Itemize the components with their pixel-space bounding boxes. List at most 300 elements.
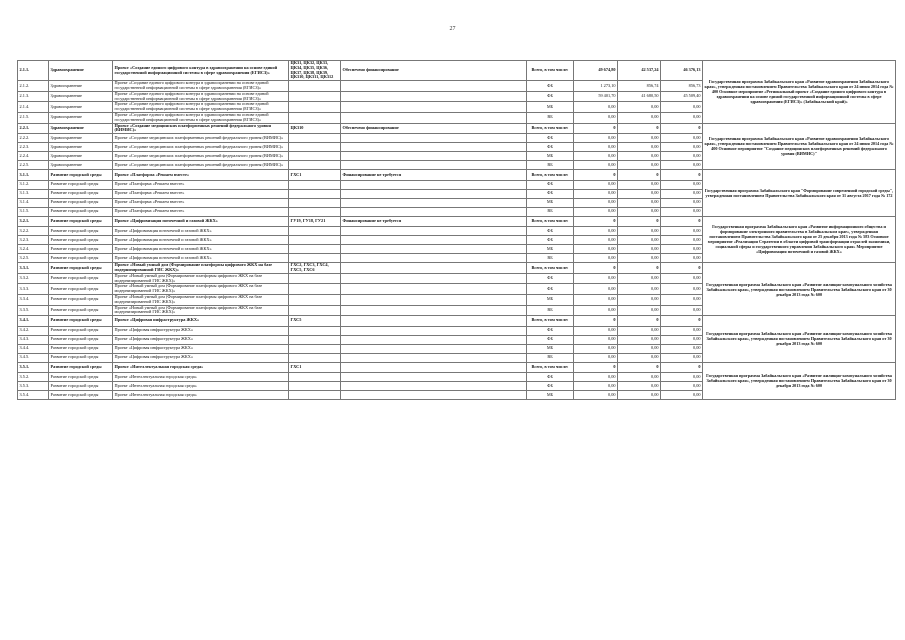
row-indicators-cell: ЦК31, ЦК32, ЦК33, ЦК34, ЦК35, ЦК36, ЦК37, ЦК38, ЦК39, ЦК310, ЦК311, ЦК312 — [289, 61, 341, 81]
row-direction-cell: Здравоохранение — [49, 102, 113, 113]
row-value-2-cell: 0 — [618, 263, 661, 274]
row-value-3-cell: 0,00 — [661, 326, 703, 335]
row-project-cell: Проект «Цифровизация поточечной и газовой ЖКХ» — [113, 216, 289, 227]
row-code-cell: 2.1.1. — [18, 61, 49, 81]
row-project-cell: Проект «Платформа «Решаем вместе» — [113, 180, 289, 189]
row-direction-cell: Развитие городской среды — [49, 273, 113, 284]
row-value-3-cell: 46 376,13 — [661, 61, 703, 81]
row-source-cell: Всего, в том числе: — [527, 216, 574, 227]
row-direction-cell: Здравоохранение — [49, 161, 113, 170]
program-reference-cell: Государственная программа Забайкальского края «Развитие здравоохранения Забайкальского края», утвержденная постановлением Правительства Забайкальского края от 24 июня 2014 года № 400 Основное мероприятие "Создание медицинских платформенных решений федерального уровня (ВИМИС)" — [703, 123, 896, 170]
row-indicators-cell: ГХС2, ГХС3, ГХС4, ГХС5, ГХС6 — [289, 263, 341, 274]
table-row — [18, 263, 896, 274]
row-indicators-cell — [289, 391, 341, 400]
row-project-cell: Проект «Цифровая инфраструктура ЖКХ» — [113, 344, 289, 353]
row-value-3-cell: 0,00 — [661, 391, 703, 400]
row-source-cell: ФБ — [527, 227, 574, 236]
row-direction-cell: Развитие городской среды — [49, 373, 113, 382]
row-value-1-cell: 0 — [574, 263, 618, 274]
row-value-1-cell: 0,00 — [574, 294, 618, 305]
row-value-1-cell: 0,00 — [574, 189, 618, 198]
row-project-cell: Проект «Создание единого цифрового контура в здравоохранении на основе единой государственной информационной системы в сфере здравоохранения (ЕГИСЗ)» — [113, 112, 289, 123]
table-row — [18, 216, 896, 227]
row-value-3-cell: 0 — [661, 316, 703, 327]
row-value-1-cell: 0,00 — [574, 353, 618, 362]
row-direction-cell: Здравоохранение — [49, 134, 113, 143]
row-value-3-cell: 0,00 — [661, 161, 703, 170]
row-source-cell: Всего, в том числе: — [527, 170, 574, 181]
row-value-2-cell: 0,00 — [618, 227, 661, 236]
row-project-cell: Проект «Платформа «Решаем вместе» — [113, 198, 289, 207]
row-indicators-cell — [289, 143, 341, 152]
row-value-1-cell: 0,00 — [574, 284, 618, 295]
row-project-cell: Проект «Цифровизация поточечной и газовой ЖКХ» — [113, 254, 289, 263]
row-value-3-cell: 0,00 — [661, 198, 703, 207]
row-value-1-cell: 0,00 — [574, 254, 618, 263]
row-financing-cell — [341, 161, 527, 170]
row-project-cell: Проект «Интеллектуальная городская среда» — [113, 373, 289, 382]
row-source-cell: ФБ — [527, 91, 574, 102]
row-code-cell: 3.2.2. — [18, 227, 49, 236]
row-financing-cell — [341, 373, 527, 382]
row-source-cell: ВБ — [527, 112, 574, 123]
row-value-3-cell: 0,00 — [661, 284, 703, 295]
row-value-2-cell: 0 — [618, 123, 661, 134]
row-value-2-cell: 0,00 — [618, 180, 661, 189]
row-value-2-cell: 0,00 — [618, 391, 661, 400]
row-value-2-cell: 0,00 — [618, 236, 661, 245]
row-direction-cell: Развитие городской среды — [49, 180, 113, 189]
row-value-2-cell: 0,00 — [618, 326, 661, 335]
row-value-1-cell: 0,00 — [574, 305, 618, 316]
row-financing-cell — [341, 353, 527, 362]
row-financing-cell — [341, 180, 527, 189]
row-source-cell: ВБ — [527, 161, 574, 170]
row-code-cell: 3.4.2. — [18, 326, 49, 335]
row-project-cell: Проект «Новый умный дом (Формирование платформы цифрового ЖКХ на базе модернизированной ГИС ЖКХ)» — [113, 284, 289, 295]
row-indicators-cell — [289, 245, 341, 254]
row-value-3-cell: 0,00 — [661, 180, 703, 189]
row-project-cell: Проект «Создание единого цифрового контура в здравоохранении на основе единой государственной информационной системы в сфере здравоохранения (ЕГИСЗ)» — [113, 81, 289, 92]
row-indicators-cell: ГХС1 — [289, 170, 341, 181]
table-row — [18, 123, 896, 134]
row-direction-cell: Развитие городской среды — [49, 294, 113, 305]
row-indicators-cell: ГУ19, ГУ18, ГУ21 — [289, 216, 341, 227]
row-code-cell: 3.1.1. — [18, 170, 49, 181]
row-code-cell: 3.2.3. — [18, 236, 49, 245]
row-direction-cell: Здравоохранение — [49, 61, 113, 81]
row-code-cell: 3.3.5. — [18, 305, 49, 316]
row-value-3-cell: 0,00 — [661, 112, 703, 123]
row-indicators-cell — [289, 112, 341, 123]
row-value-2-cell: 0,00 — [618, 189, 661, 198]
row-direction-cell: Развитие городской среды — [49, 344, 113, 353]
row-value-1-cell: 0,00 — [574, 143, 618, 152]
row-value-2-cell: 0,00 — [618, 152, 661, 161]
table-row — [18, 362, 896, 373]
row-project-cell: Проект «Цифровая инфраструктура ЖКХ» — [113, 335, 289, 344]
row-source-cell: ФБ — [527, 273, 574, 284]
row-value-2-cell: 42 537,24 — [618, 61, 661, 81]
row-financing-cell: Финансирование не требуется — [341, 170, 527, 181]
row-value-3-cell: 0,00 — [661, 344, 703, 353]
row-value-1-cell: 0,00 — [574, 391, 618, 400]
row-code-cell: 3.3.1. — [18, 263, 49, 274]
row-value-1-cell: 0,00 — [574, 198, 618, 207]
row-project-cell: Проект «Интеллектуальная городская среда» — [113, 382, 289, 391]
row-source-cell: ВБ — [527, 254, 574, 263]
row-indicators-cell — [289, 373, 341, 382]
row-value-1-cell: 0,00 — [574, 227, 618, 236]
row-project-cell: Проект «Цифровизация поточечной и газовой ЖКХ» — [113, 227, 289, 236]
row-direction-cell: Развитие городской среды — [49, 227, 113, 236]
row-indicators-cell — [289, 198, 341, 207]
row-value-2-cell: 0,00 — [618, 305, 661, 316]
row-project-cell: Проект «Платформа «Решаем вместе» — [113, 189, 289, 198]
row-value-1-cell: 0,00 — [574, 152, 618, 161]
program-reference-cell: Государственная программа Забайкальского края «Развитие жилищно-коммунального хозяйства Забайкальского края», утвержденная постановлением Правительства Забайкальского края от 30 декабря 2013 года № 600 — [703, 316, 896, 363]
row-value-2-cell: 856,74 — [618, 81, 661, 92]
row-indicators-cell — [289, 134, 341, 143]
page-number: 27 — [449, 26, 456, 32]
row-code-cell: 3.5.1. — [18, 362, 49, 373]
row-source-cell: Всего, в том числе: — [527, 61, 574, 81]
row-value-2-cell: 0,00 — [618, 382, 661, 391]
row-indicators-cell: ГХС5 — [289, 316, 341, 327]
row-value-1-cell: 0 — [574, 123, 618, 134]
row-value-2-cell: 0,00 — [618, 273, 661, 284]
row-financing-cell — [341, 382, 527, 391]
row-code-cell: 3.1.2. — [18, 180, 49, 189]
financing-table — [17, 60, 896, 400]
row-value-1-cell: 0,00 — [574, 245, 618, 254]
row-code-cell: 3.5.4. — [18, 391, 49, 400]
row-value-3-cell: 0,00 — [661, 227, 703, 236]
row-financing-cell — [341, 245, 527, 254]
row-project-cell: Проект «Новый умный дом (Формирование платформы цифрового ЖКХ на базе модернизированной ГИС ЖКХ)» — [113, 294, 289, 305]
row-source-cell: ФБ — [527, 81, 574, 92]
row-financing-cell — [341, 316, 527, 327]
row-value-3-cell: 0,00 — [661, 373, 703, 382]
row-direction-cell: Развитие городской среды — [49, 263, 113, 274]
row-indicators-cell — [289, 326, 341, 335]
program-reference-cell: Государственная программа Забайкальского края «Развитие здравоохранения Забайкальского края», утвержденная постановлением Правительства Забайкальского края от 24 июня 2014 года № 400 Основное мероприятие «Региональный проект «Создание единого цифрового контура в здравоохранении на основе единой государственной информационной системы в сфере здравоохранения (ЕГИСЗ)» (Забайкальский край)» — [703, 61, 896, 124]
row-indicators-cell — [289, 161, 341, 170]
row-value-3-cell: 856,73 — [661, 81, 703, 92]
row-indicators-cell — [289, 207, 341, 216]
row-project-cell: Проект «Цифровизация поточечной и газовой ЖКХ» — [113, 236, 289, 245]
row-source-cell: МБ — [527, 294, 574, 305]
row-indicators-cell — [289, 180, 341, 189]
row-value-2-cell: 0,00 — [618, 245, 661, 254]
row-code-cell: 3.5.2. — [18, 373, 49, 382]
row-indicators-cell — [289, 273, 341, 284]
row-value-3-cell: 0 — [661, 263, 703, 274]
table-row — [18, 316, 896, 327]
row-code-cell: 2.1.4. — [18, 102, 49, 113]
row-financing-cell — [341, 198, 527, 207]
row-project-cell: Проект «Новый умный дом (Формирование платформы цифрового ЖКХ на базе модернизированной ГИС ЖКХ)» — [113, 305, 289, 316]
row-indicators-cell — [289, 236, 341, 245]
row-source-cell: ФБ — [527, 382, 574, 391]
row-project-cell: Проект «Платформа «Решаем вместе» — [113, 170, 289, 181]
row-code-cell: 2.1.5. — [18, 112, 49, 123]
row-source-cell: ФБ — [527, 180, 574, 189]
row-project-cell: Проект «Цифровая инфраструктура ЖКХ» — [113, 353, 289, 362]
row-financing-cell — [341, 236, 527, 245]
row-source-cell: ВБ — [527, 305, 574, 316]
row-source-cell: ФБ — [527, 134, 574, 143]
row-direction-cell: Здравоохранение — [49, 81, 113, 92]
row-code-cell: 3.2.4. — [18, 245, 49, 254]
row-value-1-cell: 0,00 — [574, 373, 618, 382]
row-value-1-cell: 0 — [574, 316, 618, 327]
row-indicators-cell — [289, 382, 341, 391]
row-project-cell: Проект «Интеллектуальная городская среда» — [113, 362, 289, 373]
row-direction-cell: Развитие городской среды — [49, 362, 113, 373]
row-value-3-cell: 0,00 — [661, 134, 703, 143]
row-value-2-cell: 0,00 — [618, 143, 661, 152]
row-source-cell: МБ — [527, 152, 574, 161]
row-value-3-cell: 0,00 — [661, 353, 703, 362]
row-value-3-cell: 0,00 — [661, 273, 703, 284]
row-project-cell: Проект «Цифровая инфраструктура ЖКХ» — [113, 326, 289, 335]
row-value-3-cell: 0 — [661, 123, 703, 134]
row-code-cell: 3.4.4. — [18, 344, 49, 353]
row-financing-cell — [341, 284, 527, 295]
row-value-3-cell: 0,00 — [661, 143, 703, 152]
row-value-1-cell: 0,00 — [574, 134, 618, 143]
row-project-cell: Проект «Создание медицинских платформенных решений федерального уровня (ВИМИС)» — [113, 143, 289, 152]
row-value-3-cell: 0,00 — [661, 236, 703, 245]
row-value-3-cell: 0,00 — [661, 294, 703, 305]
row-source-cell: ВБ — [527, 353, 574, 362]
row-value-1-cell: 0,00 — [574, 180, 618, 189]
row-indicators-cell — [289, 152, 341, 161]
row-code-cell: 2.2.2. — [18, 134, 49, 143]
row-direction-cell: Развитие городской среды — [49, 170, 113, 181]
row-indicators-cell — [289, 335, 341, 344]
row-value-2-cell: 0,00 — [618, 198, 661, 207]
row-financing-cell — [341, 335, 527, 344]
row-source-cell: МБ — [527, 391, 574, 400]
row-financing-cell — [341, 102, 527, 113]
row-code-cell: 2.1.3. — [18, 91, 49, 102]
row-financing-cell — [341, 134, 527, 143]
row-value-3-cell: 0,00 — [661, 305, 703, 316]
row-financing-cell — [341, 362, 527, 373]
row-code-cell: 3.4.1. — [18, 316, 49, 327]
row-project-cell: Проект «Интеллектуальная городская среда» — [113, 391, 289, 400]
row-value-2-cell: 0,00 — [618, 353, 661, 362]
row-value-2-cell: 0 — [618, 362, 661, 373]
row-indicators-cell: ЦК310 — [289, 123, 341, 134]
row-source-cell: ФБ — [527, 326, 574, 335]
row-project-cell: Проект «Платформа «Решаем вместе» — [113, 207, 289, 216]
row-financing-cell — [341, 91, 527, 102]
row-code-cell: 3.2.1. — [18, 216, 49, 227]
program-reference-cell: Государственная программа Забайкальского края «Развитие жилищно-коммунального хозяйства Забайкальского края», утвержденная постановлением Правительства Забайкальского края от 30 декабря 2013 года № 600 — [703, 263, 896, 316]
row-source-cell: МБ — [527, 245, 574, 254]
row-value-3-cell: 0,00 — [661, 102, 703, 113]
row-project-cell: Проект «Цифровая инфраструктура ЖКХ» — [113, 316, 289, 327]
row-code-cell: 2.2.1. — [18, 123, 49, 134]
row-value-1-cell: 0,00 — [574, 236, 618, 245]
row-value-3-cell: 0,00 — [661, 245, 703, 254]
row-direction-cell: Развитие городской среды — [49, 189, 113, 198]
row-code-cell: 3.3.3. — [18, 284, 49, 295]
row-source-cell: ВБ — [527, 207, 574, 216]
row-value-2-cell: 41 680,50 — [618, 91, 661, 102]
row-value-2-cell: 0,00 — [618, 207, 661, 216]
row-value-3-cell: 0,00 — [661, 152, 703, 161]
row-financing-cell — [341, 81, 527, 92]
row-project-cell: Проект «Создание медицинских платформенных решений федерального уровня (ВИМИС)» — [113, 161, 289, 170]
row-financing-cell — [341, 344, 527, 353]
row-direction-cell: Здравоохранение — [49, 152, 113, 161]
row-project-cell: Проект «Создание медицинских платформенных решений федерального уровня (ВИМИС)» — [113, 134, 289, 143]
row-value-1-cell: 0 — [574, 362, 618, 373]
row-source-cell: ФБ — [527, 236, 574, 245]
row-indicators-cell — [289, 227, 341, 236]
row-value-3-cell: 45 509,40 — [661, 91, 703, 102]
row-value-2-cell: 0 — [618, 316, 661, 327]
row-code-cell: 3.1.5. — [18, 207, 49, 216]
row-value-3-cell: 0,00 — [661, 382, 703, 391]
row-project-cell: Проект «Создание единого цифрового контура в здравоохранении на основе единой государственной информационной системы в сфере здравоохранения (ЕГИСЗ)» — [113, 61, 289, 81]
row-direction-cell: Здравоохранение — [49, 143, 113, 152]
row-code-cell: 2.2.3. — [18, 143, 49, 152]
row-value-1-cell: 0,00 — [574, 102, 618, 113]
row-value-2-cell: 0,00 — [618, 335, 661, 344]
row-financing-cell — [341, 143, 527, 152]
row-value-1-cell: 1 273,10 — [574, 81, 618, 92]
row-value-3-cell: 0,00 — [661, 207, 703, 216]
row-direction-cell: Развитие городской среды — [49, 335, 113, 344]
row-financing-cell: Обеспечено финансирование — [341, 61, 527, 81]
row-value-3-cell: 0,00 — [661, 254, 703, 263]
row-source-cell: ФБ — [527, 373, 574, 382]
row-value-3-cell: 0 — [661, 170, 703, 181]
row-value-1-cell: 0,00 — [574, 207, 618, 216]
row-indicators-cell — [289, 294, 341, 305]
row-code-cell: 2.2.5. — [18, 161, 49, 170]
row-value-2-cell: 0 — [618, 216, 661, 227]
row-code-cell: 3.4.3. — [18, 335, 49, 344]
row-code-cell: 3.3.2. — [18, 273, 49, 284]
row-source-cell: ФБ — [527, 335, 574, 344]
row-indicators-cell — [289, 81, 341, 92]
row-direction-cell: Развитие городской среды — [49, 284, 113, 295]
row-value-1-cell: 0,00 — [574, 326, 618, 335]
row-indicators-cell — [289, 102, 341, 113]
row-source-cell: Всего, в том числе: — [527, 316, 574, 327]
row-value-1-cell: 0,00 — [574, 112, 618, 123]
row-value-1-cell: 49 674,80 — [574, 61, 618, 81]
row-indicators-cell — [289, 305, 341, 316]
row-project-cell: Проект «Создание единого цифрового контура в здравоохранении на основе единой государственной информационной системы в сфере здравоохранения (ЕГИСЗ)» — [113, 91, 289, 102]
row-direction-cell: Развитие городской среды — [49, 216, 113, 227]
row-code-cell: 3.1.3. — [18, 189, 49, 198]
program-reference-cell: Государственная программа Забайкальского края «Развитие жилищно-коммунального хозяйства Забайкальского края», утвержденная постановлением Правительства Забайкальского края от 30 декабря 2013 года № 600 — [703, 362, 896, 400]
row-value-1-cell: 0,00 — [574, 382, 618, 391]
row-financing-cell — [341, 207, 527, 216]
row-code-cell: 3.2.5. — [18, 254, 49, 263]
row-project-cell: Проект «Создание медицинских платформенных решений федерального уровня (ВИМИС)» — [113, 152, 289, 161]
row-value-2-cell: 0,00 — [618, 373, 661, 382]
table-row — [18, 170, 896, 181]
row-source-cell: МБ — [527, 344, 574, 353]
row-financing-cell — [341, 326, 527, 335]
row-financing-cell — [341, 189, 527, 198]
row-project-cell: Проект «Новый умный дом (Формирование платформы цифрового ЖКХ на базе модернизированной ГИС ЖКХ)» — [113, 273, 289, 284]
row-value-1-cell: 0,00 — [574, 335, 618, 344]
row-indicators-cell — [289, 189, 341, 198]
row-direction-cell: Развитие городской среды — [49, 305, 113, 316]
row-project-cell: Проект «Цифровизация поточечной и газовой ЖКХ» — [113, 245, 289, 254]
row-value-1-cell: 59 401,70 — [574, 91, 618, 102]
row-indicators-cell — [289, 353, 341, 362]
row-value-1-cell: 0,00 — [574, 273, 618, 284]
row-source-cell: Всего, в том числе: — [527, 263, 574, 274]
row-value-3-cell: 0,00 — [661, 335, 703, 344]
row-code-cell: 3.3.4. — [18, 294, 49, 305]
row-financing-cell — [341, 305, 527, 316]
row-value-1-cell: 0 — [574, 216, 618, 227]
row-financing-cell — [341, 263, 527, 274]
row-direction-cell: Здравоохранение — [49, 91, 113, 102]
row-source-cell: МБ — [527, 102, 574, 113]
row-financing-cell — [341, 254, 527, 263]
row-indicators-cell: ГХС1 — [289, 362, 341, 373]
row-value-1-cell: 0,00 — [574, 161, 618, 170]
row-value-2-cell: 0,00 — [618, 102, 661, 113]
row-financing-cell — [341, 391, 527, 400]
row-direction-cell: Развитие городской среды — [49, 207, 113, 216]
row-value-2-cell: 0,00 — [618, 344, 661, 353]
row-indicators-cell — [289, 254, 341, 263]
row-direction-cell: Развитие городской среды — [49, 198, 113, 207]
row-value-1-cell: 0 — [574, 170, 618, 181]
row-value-3-cell: 0 — [661, 216, 703, 227]
row-value-2-cell: 0,00 — [618, 254, 661, 263]
row-value-2-cell: 0,00 — [618, 284, 661, 295]
row-value-2-cell: 0,00 — [618, 294, 661, 305]
row-financing-cell — [341, 152, 527, 161]
row-source-cell: Всего, в том числе: — [527, 123, 574, 134]
row-value-3-cell: 0,00 — [661, 189, 703, 198]
row-source-cell: МБ — [527, 198, 574, 207]
row-direction-cell: Развитие городской среды — [49, 316, 113, 327]
row-direction-cell: Развитие городской среды — [49, 353, 113, 362]
row-direction-cell: Развитие городской среды — [49, 326, 113, 335]
row-direction-cell: Развитие городской среды — [49, 382, 113, 391]
row-value-2-cell: 0,00 — [618, 112, 661, 123]
row-value-2-cell: 0 — [618, 170, 661, 181]
row-direction-cell: Здравоохранение — [49, 112, 113, 123]
row-financing-cell — [341, 112, 527, 123]
row-direction-cell: Развитие городской среды — [49, 391, 113, 400]
row-project-cell: Проект «Новый умный дом (Формирование платформы цифрового ЖКХ на базе модернизированной ГИС ЖКХ)» — [113, 263, 289, 274]
row-code-cell: 2.2.4. — [18, 152, 49, 161]
row-project-cell: Проект «Создание медицинских платформенных решений федерального уровня (ВИМИС)» — [113, 123, 289, 134]
row-indicators-cell — [289, 91, 341, 102]
row-indicators-cell — [289, 284, 341, 295]
table-row — [18, 61, 896, 81]
row-direction-cell: Развитие городской среды — [49, 254, 113, 263]
row-code-cell: 3.4.5. — [18, 353, 49, 362]
row-source-cell: ФБ — [527, 143, 574, 152]
